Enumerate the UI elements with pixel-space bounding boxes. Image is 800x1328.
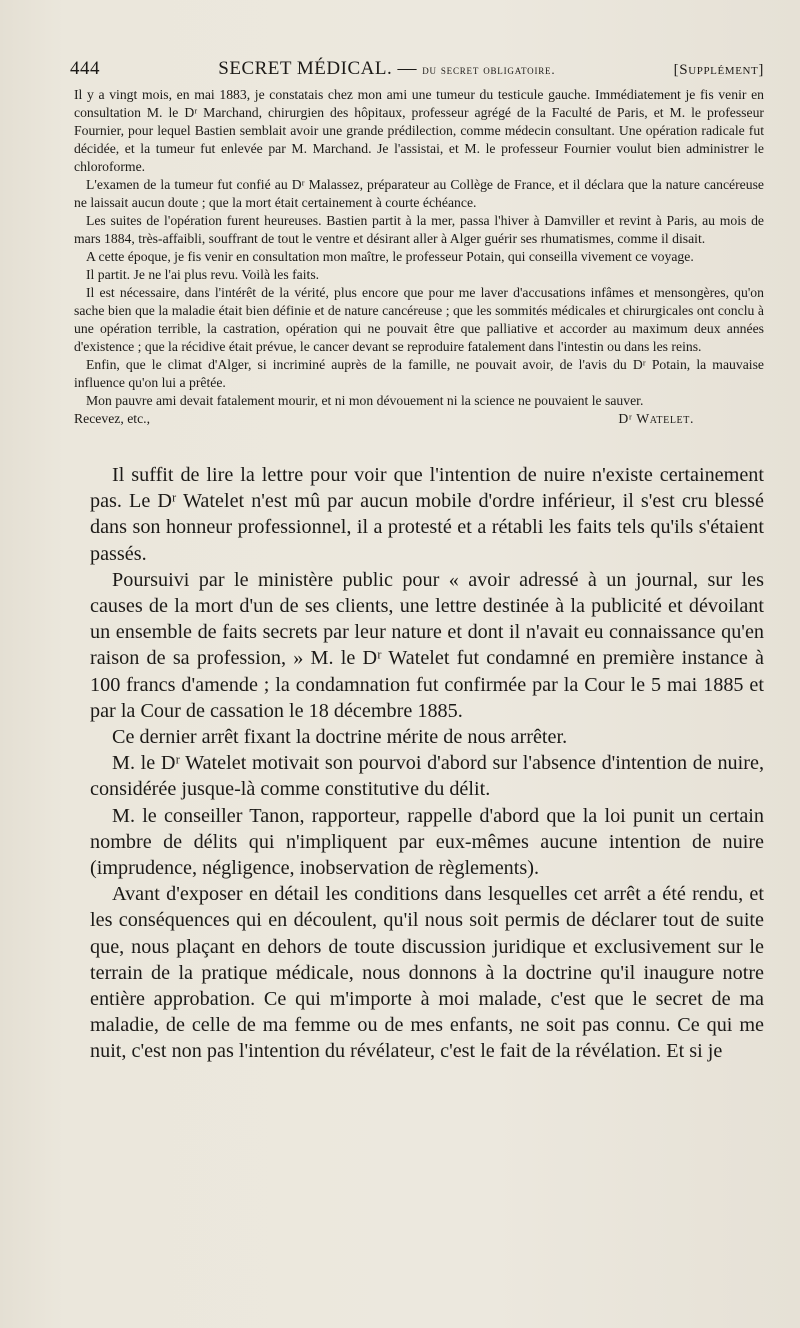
body-paragraph: M. le conseiller Tanon, rapporteur, rappelle d'abord que la loi punit un certain nombre de délits qui n'impliquent par eux-mêmes aucune intention de nuire (imprudence, négligence, inobservation de règlements). — [90, 804, 764, 880]
body-paragraph: M. le Dʳ Watelet motivait son pourvoi d'abord sur l'absence d'intention de nuire, considérée jusque-là comme constitutive du délit. — [90, 752, 764, 801]
letter-paragraph: Mon pauvre ami devait fatalement mourir, et ni mon dévouement ni la science ne pouvaient le sauver. — [86, 393, 644, 408]
main-text — [90, 462, 764, 1065]
body-paragraph: Avant d'exposer en détail les conditions dans lesquelles cet arrêt a été rendu, et les conséquences qui en découlent, qu'il nous soit permis de déclarer tout de suite que, nous plaçant en dehors de toute discussion juridique et exclusivement sur le terrain de la pratique médicale, nous donnons à la doctrine qu'il inaugure notre entière approbation. Ce qui m'importe à moi malade, c'est que le secret de ma maladie, de celle de ma femme ou de mes enfants, ne soit pas connu. Ce qui me nuit, c'est non pas l'intention du révélateur, c'est le fait de la révélation. Et si je — [90, 883, 764, 1063]
body-paragraph: Ce dernier arrêt fixant la doctrine mérite de nous arrêter. — [112, 726, 568, 749]
body-paragraph: Poursuivi par le ministère public pour « avoir adressé à un journal, sur les causes de la mort d'un de ses clients, une lettre destinée à la publicité et dévoilant un ensemble de faits secrets par leur nature et dont il n'avait eu connaissance qu'en raison de sa profession, » M. le Dʳ Watelet fut condamné en première instance à 100 francs d'amende ; la condamnation fut confirmée par la Cour le 5 mai 1885 et par la Cour de cassation le 18 décembre 1885. — [90, 568, 764, 722]
letter-paragraph: Enfin, que le climat d'Alger, si incriminé auprès de la famille, ne pouvait avoir, de l'avis du Dʳ Potain, la mauvaise influence qu'on lui a prêtée. — [74, 357, 764, 390]
running-title-main: SECRET MÉDICAL. — — [218, 58, 423, 79]
running-header — [70, 58, 764, 80]
letter-paragraph: L'examen de la tumeur fut confié au Dʳ Malassez, préparateur au Collège de France, et il déclara que la nature cancéreuse ne laissait aucun doute ; que la mort était certainement à courte échéance. — [74, 177, 764, 210]
body-paragraph: Il suffit de lire la lettre pour voir que l'intention de nuire n'existe certainement pas. Le Dʳ Watelet n'est mû par aucun mobile d'ordre inférieur, il s'est cru blessé dans son honneur professionnel, il a protesté et a rétabli les faits tels qu'ils s'étaient passés. — [90, 464, 764, 565]
letter-closing-line — [74, 410, 764, 428]
quoted-letter — [74, 86, 764, 428]
letter-paragraph: Les suites de l'opération furent heureuses. Bastien partit à la mer, passa l'hiver à Damviller et revint à Paris, au mois de mars 1884, très-affaibli, souffrant de tout le ventre et désirant aller à Alger guérir ses rhumatismes, comme il disait. — [74, 213, 764, 246]
letter-closing: Recevez, etc., — [74, 411, 150, 426]
section-label: [Supplément] — [673, 62, 764, 78]
letter-paragraph: A cette époque, je fis venir en consultation mon maître, le professeur Potain, qui conseilla vivement ce voyage. — [86, 249, 694, 264]
letter-signature: Dʳ Watelet. — [618, 411, 694, 426]
running-title — [218, 58, 555, 80]
letter-paragraph: Il y a vingt mois, en mai 1883, je constatais chez mon ami une tumeur du testicule gauche. Immédiatement je fis venir en consultation M. le Dʳ Marchand, chirurgien des hôpitaux, professeur agrégé de la Faculté de Paris, et M. le professeur Fournier, pour lequel Bastien semblait avoir une grande prédilection, comme médecin consultant. Une opération radicale fut décidée, et la tumeur fut enlevée par M. Marchand. Je l'assistai, et M. le professeur Fournier voulut bien administrer le chloroforme. — [74, 87, 764, 174]
running-title-sub: du secret obligatoire. — [422, 62, 556, 77]
letter-paragraph: Il est nécessaire, dans l'intérêt de la vérité, plus encore que pour me laver d'accusations infâmes et mensongères, qu'on sache bien que la maladie était bien définie et de nature cancéreuse ; que les sommités médicales et chirurgicales ont conclu à une opération terrible, la castration, opération qui ne pouvait être que palliative et accorder au maximum deux années d'existence ; que la récidive était prévue, le cancer devant se reproduire fatalement dans l'intestin ou dans les reins. — [74, 285, 764, 354]
page-number: 444 — [70, 58, 100, 79]
letter-paragraph: Il partit. Je ne l'ai plus revu. Voilà les faits. — [86, 267, 320, 282]
